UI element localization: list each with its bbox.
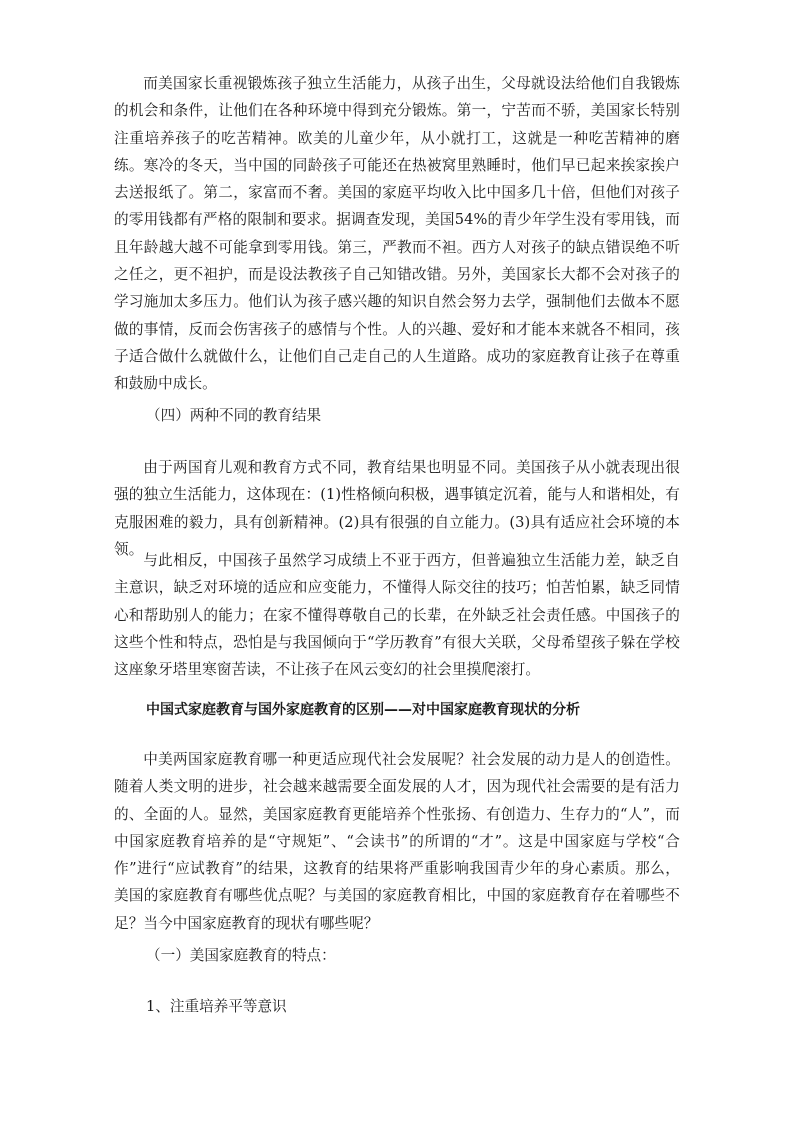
paragraph-different-results: 由于两国育儿观和教育方式不同，教育结果也明显不同。美国孩子从小就表现出很强的独立生活能力，这体现在：(1)性格倾向积极，遇事镇定沉着，能与人和谐相处，有克服困难的毅力，具有创新精神。(2)具有很强的自立能力。(3)具有适应社会环境的本领。 bbox=[114, 459, 680, 558]
paragraph-comparison: 中美两国家庭教育哪一种更适应现代社会发展呢？社会发展的动力是人的创造性。随着人类文明的进步，社会越来越需要全面发展的人才，因为现代社会需要的是有活力的、全面的人。显然，美国家庭教育更能培养个性张扬、有创造力、生存力的“人”，而中国家庭教育培养的是“守规矩”、“会读书”的所谓的“才”。这是中国家庭与学校“合作”进行“应试教育”的结果，这教育的结果将严重影响我国青少年的身心素质。那么，美国的家庭教育有哪些优点呢？与美国的家庭教育相比，中国的家庭教育存在着哪些不足？当今中国家庭教育的现状有哪些呢？ bbox=[114, 751, 680, 932]
paragraph-chinese-children: 与此相反，中国孩子虽然学习成绩上不亚于西方，但普遍独立生活能力差，缺乏自主意识，缺乏对环境的适应和应变能力，不懂得人际交往的技巧；怕苦怕累，缺乏同情心和帮助别人的能力；在家不懂得尊敬自己的长辈，在外缺乏社会责任感。中国孩子的这些个性和特点，恐怕是与我国倾向于“学历教育”有很大关联，父母希望孩子躲在学校这座象牙塔里寒窗苦读，不让孩子在风云变幻的社会里摸爬滚打。 bbox=[114, 552, 680, 679]
subheading-one: （一）美国家庭教育的特点： bbox=[146, 947, 336, 964]
paragraph-american-parenting: 而美国家长重视锻炼孩子独立生活能力，从孩子出生，父母就设法给他们自我锻炼的机会和条件，让他们在各种环境中得到充分锻炼。第一，宁苦而不骄，美国家长特别注重培养孩子的吃苦精神。欧美的儿童少年，从小就打工，这就是一种吃苦精神的磨练。寒冷的冬天，当中国的同龄孩子可能还在热被窝里熟睡时，他们早已起来挨家挨户去送报纸了。第二，家富而不奢。美国的家庭平均收入比中国多几十倍，但他们对孩子的零用钱都有严格的限制和要求。据调查发现，美国54%的青少年学生没有零用钱，而且年龄越大越不可能拿到零用钱。第三，严教而不袒。西方人对孩子的缺点错误绝不听之任之，更不袒护，而是设法教孩子自己知错改错。另外，美国家长大都不会对孩子的学习施加太多压力。他们认为孩子感兴趣的知识自然会努力去学，强制他们去做本不愿做的事情，反而会伤害孩子的感情与个性。人的兴趣、爱好和才能本来就各不相同，孩子适合做什么就做什么，让他们自己走自己的人生道路。成功的家庭教育让孩子在尊重和鼓励中成长。 bbox=[114, 75, 680, 393]
section-heading: 中国式家庭教育与国外家庭教育的区别——对中国家庭教育现状的分析 bbox=[146, 702, 580, 718]
list-item-equality: 1、注重培养平等意识 bbox=[146, 998, 287, 1015]
subheading-four: （四）两种不同的教育结果 bbox=[146, 407, 322, 424]
